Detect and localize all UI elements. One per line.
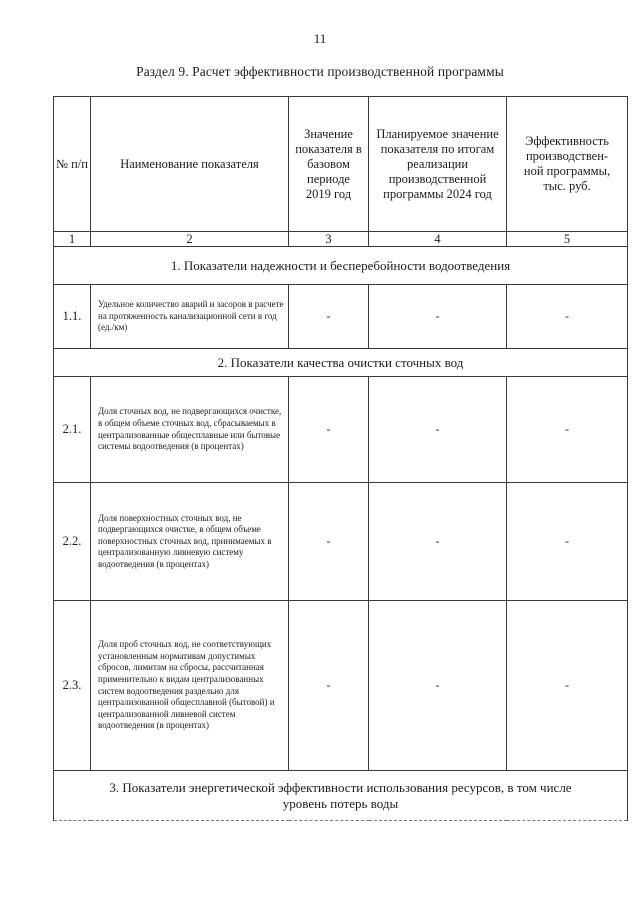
efficiency-value: - [507, 483, 628, 601]
col-index-4: 4 [369, 232, 507, 247]
group-row [54, 349, 628, 377]
indicator-name: Удельное количество аварий и засоров в расчете на протяженность канализационной сети в год (ед./км) [91, 285, 289, 349]
section-title: Раздел 9. Расчет эффективности производственной программы [136, 64, 504, 79]
page-number: 11 [313, 31, 327, 46]
base-value: - [289, 483, 369, 601]
header-row [54, 97, 628, 232]
group-row [54, 771, 628, 821]
group-title: 3. Показатели энергетической эффективности использования ресурсов, в том числе уровень потерь воды [54, 771, 628, 821]
base-value: - [289, 601, 369, 771]
row-number: 1.1. [54, 285, 91, 349]
group-title: 1. Показатели надежности и бесперебойности водоотведения [54, 247, 628, 285]
row-number: 2.2. [54, 483, 91, 601]
indicator-name: Доля сточных вод, не подвергающихся очистке, в общем объеме сточных вод, сбрасываемых в централизованные общесплавные или бытовые системы водоотведения (в процентах) [91, 377, 289, 483]
efficiency-value: - [507, 285, 628, 349]
header-name: Наименование показателя [91, 97, 289, 232]
plan-value: - [369, 483, 507, 601]
row-number: 2.1. [54, 377, 91, 483]
plan-value: - [369, 377, 507, 483]
table-row [54, 483, 628, 601]
col-index-2: 2 [91, 232, 289, 247]
group-title: 2. Показатели качества очистки сточных вод [54, 349, 628, 377]
column-index-row [54, 232, 628, 247]
header-plan: Планируемое значение показателя по итогам реализации производственной программы 2024 год [369, 97, 507, 232]
header-num [54, 97, 91, 232]
efficiency-value: - [507, 377, 628, 483]
plan-value: - [369, 601, 507, 771]
header-base: Значение показателя в базовом периоде 2019 год [289, 97, 369, 232]
indicator-name: Доля поверхностных сточных вод, не подвергающихся очистке, в общем объеме поверхностных сточных вод, принимаемых в централизованную ливневую систему водоотведения (в процентах) [91, 483, 289, 601]
base-value: - [289, 285, 369, 349]
table-row [54, 285, 628, 349]
header-eff: Эффективность производствен-ной программы, тыс. руб. [507, 97, 628, 232]
col-index-3: 3 [289, 232, 369, 247]
table-row [54, 377, 628, 483]
indicator-name: Доля проб сточных вод, не соответствующих установленным нормативам допустимых сбросов, лимитам на сбросы, рассчитанная применительно к видам централизованных систем водоотведения раздельно для централизованной общесплавной (бытовой) и централизованной ливневой систем водоотведения (в процентах) [91, 601, 289, 771]
header-num-label: № п/п [56, 156, 88, 171]
efficiency-table [53, 96, 628, 821]
group-row [54, 247, 628, 285]
base-value: - [289, 377, 369, 483]
efficiency-value: - [507, 601, 628, 771]
col-index-1: 1 [54, 232, 91, 247]
row-number: 2.3. [54, 601, 91, 771]
plan-value: - [369, 285, 507, 349]
col-index-5: 5 [507, 232, 628, 247]
table-row [54, 601, 628, 771]
